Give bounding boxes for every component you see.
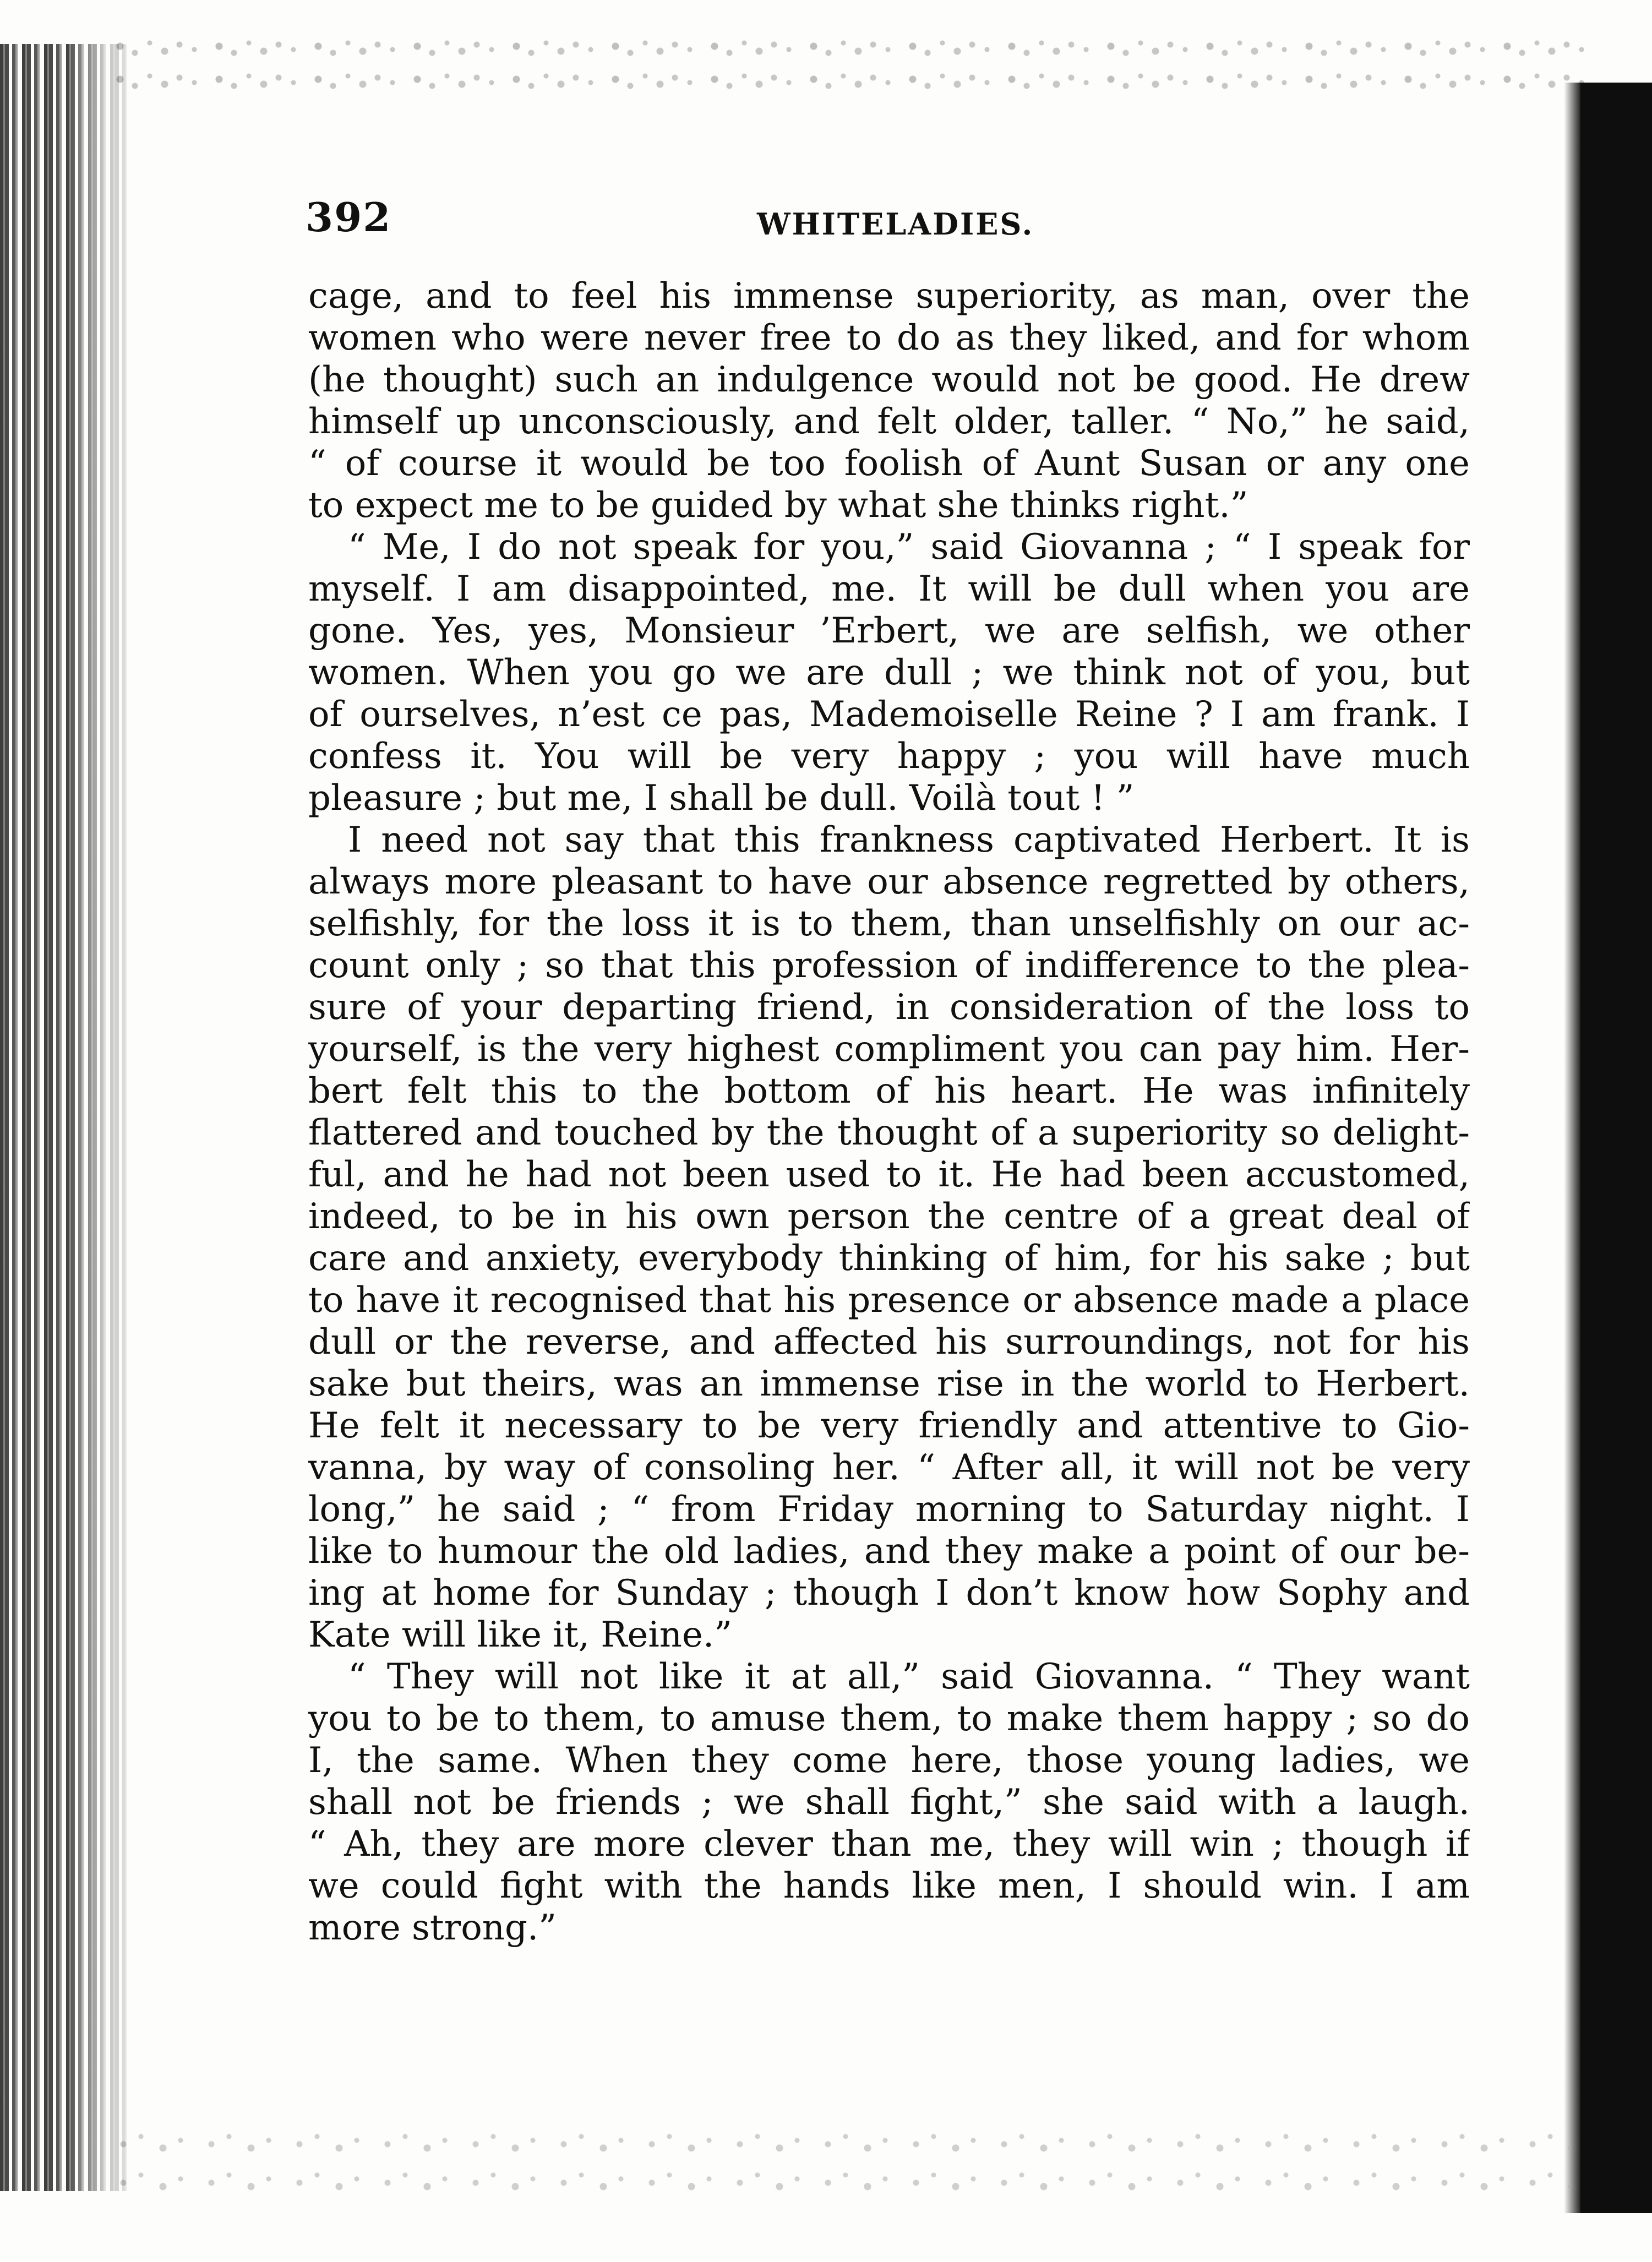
text-line: vanna, by way of consoling her. “ After all, it will not be very — [308, 1447, 1470, 1488]
running-title: WHITELADIES. — [757, 206, 1034, 242]
text-line: I need not say that this frankness captivated Herbert. It is — [348, 820, 1470, 860]
text-line: dull or the reverse, and affected his surroundings, not for his — [308, 1322, 1470, 1362]
text-line: care and anxiety, everybody thinking of him, for his sake ; but — [308, 1238, 1470, 1279]
text-line: Kate will like it, Reine.” — [308, 1615, 732, 1655]
scan-noise-top — [110, 33, 1596, 99]
text-line: always more pleasant to have our absence regretted by others, — [308, 862, 1470, 902]
text-line: like to humour the old ladies, and they make a point of our be- — [308, 1531, 1470, 1572]
scan-binding-fade — [66, 44, 165, 2191]
running-head — [306, 193, 1484, 242]
text-line: ing at home for Sunday ; though I don’t know how Sophy and — [308, 1573, 1470, 1614]
text-line: long,” he said ; “ from Friday morning to Saturday night. I — [308, 1489, 1470, 1530]
text-line: bert felt this to the bottom of his heart. He was infinitely — [308, 1071, 1470, 1111]
text-line: confess it. You will be very happy ; you will have much — [308, 736, 1470, 777]
text-line: gone. Yes, yes, Monsieur ’Erbert, we are selfish, we other — [308, 611, 1470, 651]
text-line: myself. I am disappointed, me. It will be dull when you are — [308, 569, 1470, 609]
text-line: pleasure ; but me, I shall be dull. Voilà tout ! ” — [308, 778, 1135, 819]
text-line: I, the same. When they come here, those young ladies, we — [308, 1740, 1470, 1781]
text-line: sake but theirs, was an immense rise in the world to Herbert. — [308, 1364, 1470, 1404]
text-line: He felt it necessary to be very friendly and attentive to Gio- — [308, 1405, 1470, 1446]
text-line: flattered and touched by the thought of a superiority so delight- — [308, 1113, 1470, 1153]
text-line: indeed, to be in his own person the centre of a great deal of — [308, 1196, 1470, 1237]
text-line: ful, and he had not been used to it. He had been accustomed, — [308, 1154, 1470, 1195]
scan-shadow-right — [1564, 83, 1580, 2213]
text-line: count only ; so that this profession of indifference to the plea- — [308, 945, 1470, 986]
text-line: more strong.” — [308, 1907, 557, 1948]
text-line: “ of course it would be too foolish of Aunt Susan or any one — [308, 443, 1470, 484]
text-line: selfishly, for the loss it is to them, than unselfishly on our ac- — [308, 903, 1470, 944]
text-line: you to be to them, to amuse them, to make them happy ; so do — [308, 1698, 1470, 1739]
text-line: shall not be friends ; we shall fight,” she said with a laugh. — [308, 1782, 1470, 1823]
text-line: cage, and to feel his immense superiority, as man, over the — [308, 276, 1470, 317]
text-line: of ourselves, n’est ce pas, Mademoiselle Reine ? I am frank. I — [308, 694, 1470, 735]
text-line: to expect me to be guided by what she thinks right.” — [308, 485, 1248, 526]
text-line: sure of your departing friend, in consideration of the loss to — [308, 987, 1470, 1028]
body-text — [308, 275, 1470, 1949]
text-line: to have it recognised that his presence or absence made a place — [308, 1280, 1470, 1321]
text-line: himself up unconsciously, and felt older, taller. “ No,” he said, — [308, 401, 1470, 442]
text-line: women who were never free to do as they liked, and for whom — [308, 318, 1470, 358]
text-line: “ They will not like it at all,” said Giovanna. “ They want — [348, 1656, 1470, 1697]
text-line: (he thought) such an indulgence would not be good. He drew — [308, 359, 1470, 400]
text-line: “ Ah, they are more clever than me, they will win ; though if — [308, 1824, 1470, 1865]
scan-noise-bottom — [110, 2125, 1569, 2202]
text-line: “ Me, I do not speak for you,” said Giovanna ; “ I speak for — [348, 527, 1470, 568]
scan-edge-right — [1580, 83, 1652, 2213]
text-line: we could fight with the hands like men, I should win. I am — [308, 1866, 1470, 1906]
text-line: yourself, is the very highest compliment you can pay him. Her- — [308, 1029, 1470, 1070]
text-line: women. When you go we are dull ; we think not of you, but — [308, 652, 1470, 693]
page-number: 392 — [306, 194, 392, 241]
